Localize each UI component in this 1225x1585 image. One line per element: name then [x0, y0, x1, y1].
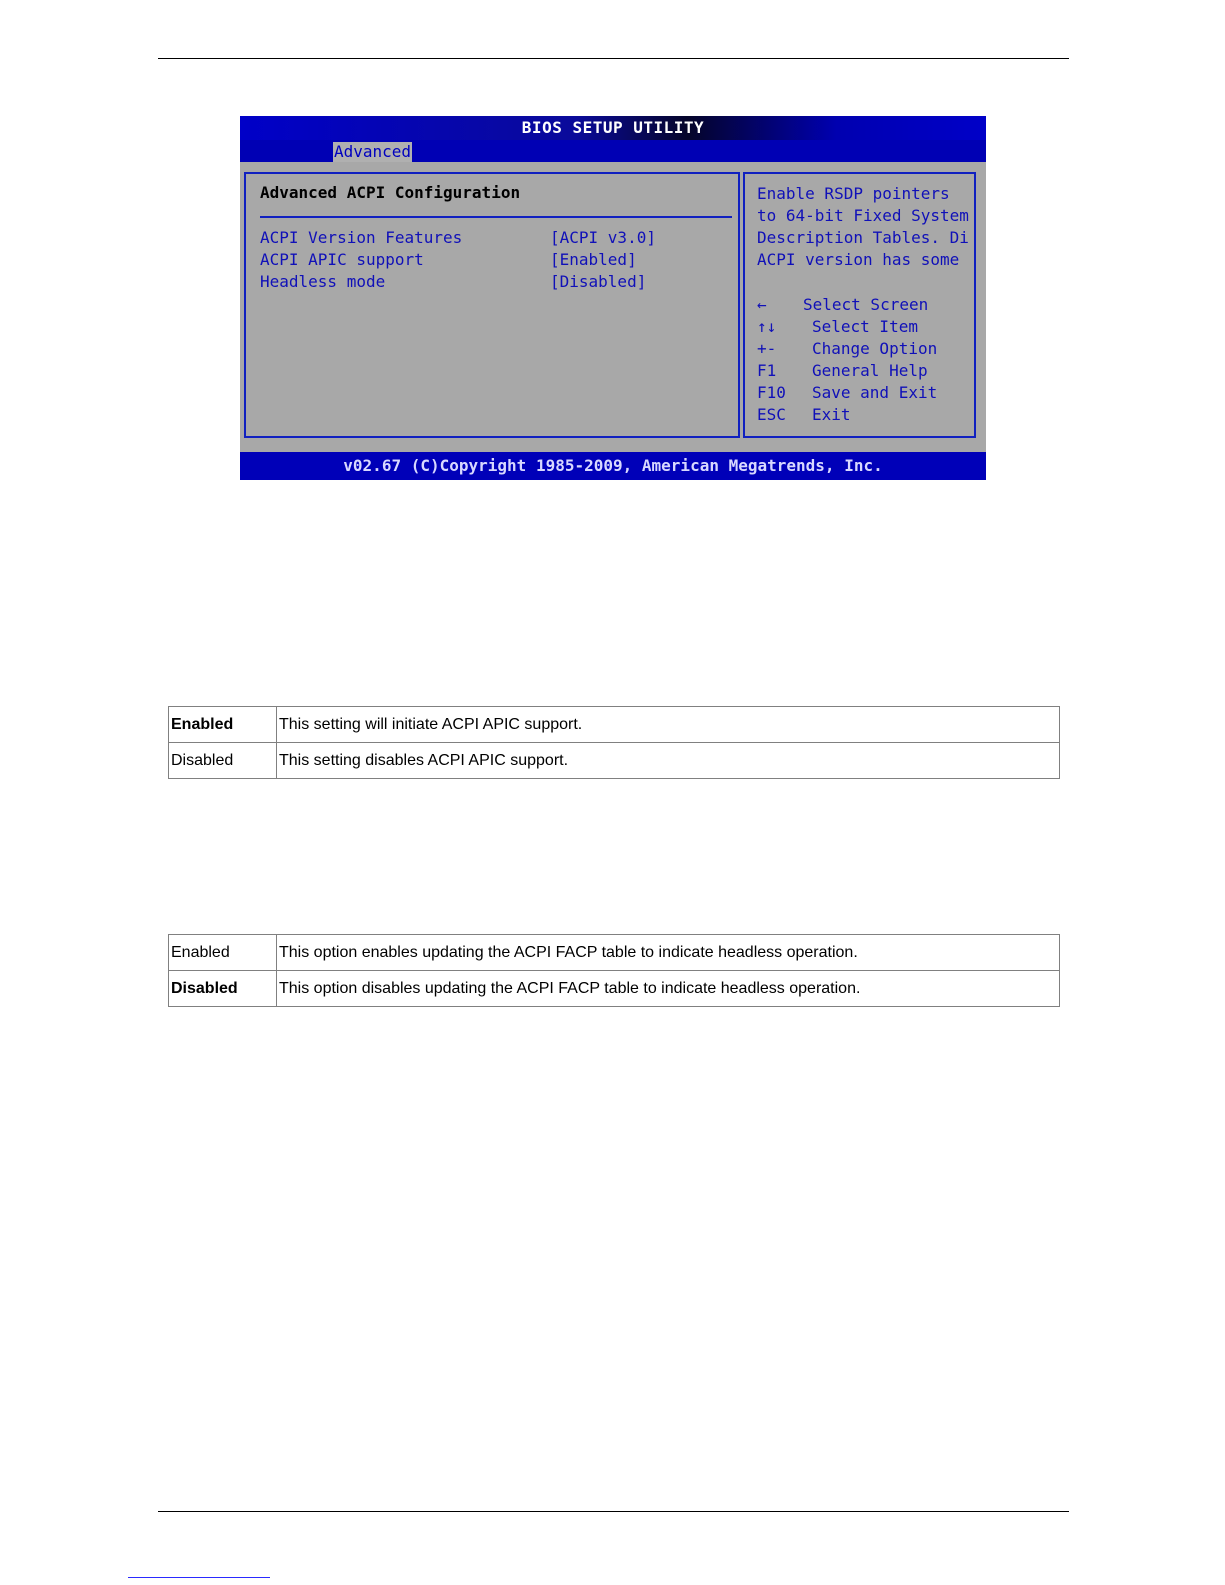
key-legend-row — [757, 317, 972, 339]
key-legend-row — [757, 339, 972, 361]
key-description: Select Item — [812, 317, 918, 336]
key-name: F1 — [757, 361, 777, 380]
tab-advanced[interactable]: Advanced — [334, 142, 412, 161]
help-line: ACPI version has some — [757, 250, 960, 269]
option-name: Disabled — [169, 743, 277, 779]
key-name: +- — [757, 339, 777, 358]
left-arrow-icon: ← — [757, 295, 767, 314]
setting-acpi-apic-support[interactable] — [260, 250, 730, 272]
key-legend-row — [757, 361, 972, 383]
option-description: This setting will initiate ACPI APIC support. — [277, 707, 1060, 743]
up-down-arrows-icon: ↑↓ — [757, 317, 777, 336]
option-description: This setting disables ACPI APIC support. — [277, 743, 1060, 779]
setting-value[interactable]: [Disabled] — [550, 272, 647, 291]
setting-headless-mode[interactable] — [260, 272, 730, 294]
key-legend-row — [757, 405, 972, 427]
table-row — [169, 971, 1060, 1007]
setting-label: ACPI Version Features — [260, 228, 463, 247]
bios-screenshot — [240, 116, 986, 480]
setting-label: Headless mode — [260, 272, 386, 291]
key-description: Save and Exit — [812, 383, 938, 402]
help-line: Enable RSDP pointers — [757, 184, 950, 203]
option-description: This option disables updating the ACPI FACP table to indicate headless operation. — [277, 971, 1060, 1007]
key-description: Select Screen — [803, 295, 929, 314]
bios-copyright-footer: v02.67 (C)Copyright 1985-2009, American Megatrends, Inc. — [240, 452, 986, 480]
bios-heading-divider — [260, 216, 732, 218]
table-row — [169, 743, 1060, 779]
key-name: F10 — [757, 383, 786, 402]
page-footer-rule — [158, 1511, 1069, 1512]
help-line: to 64-bit Fixed System — [757, 206, 969, 225]
bios-body — [240, 162, 986, 452]
option-name: Enabled — [169, 707, 277, 743]
key-name: ESC — [757, 405, 786, 424]
setting-value[interactable]: [Enabled] — [550, 250, 637, 269]
key-legend — [757, 295, 972, 427]
bios-section-heading: Advanced ACPI Configuration — [260, 183, 521, 202]
footer-link-underline[interactable] — [128, 1577, 270, 1578]
bios-settings-panel — [244, 172, 740, 438]
key-description: General Help — [812, 361, 928, 380]
headless-mode-options-table — [168, 934, 1060, 1007]
help-line: Description Tables. Di — [757, 228, 969, 247]
setting-label: ACPI APIC support — [260, 250, 424, 269]
option-description: This option enables updating the ACPI FACP table to indicate headless operation. — [277, 935, 1060, 971]
bios-tab-bar — [240, 140, 986, 162]
setting-value[interactable]: [ACPI v3.0] — [550, 228, 656, 247]
key-legend-row — [757, 295, 972, 317]
key-description: Change Option — [812, 339, 938, 358]
option-name: Enabled — [169, 935, 277, 971]
table-row — [169, 935, 1060, 971]
key-legend-row — [757, 383, 972, 405]
bios-help-panel — [743, 172, 976, 438]
table-row — [169, 707, 1060, 743]
page-header-rule — [158, 58, 1069, 59]
acpi-apic-options-table — [168, 706, 1060, 779]
setting-acpi-version-features[interactable] — [260, 228, 730, 250]
option-name: Disabled — [169, 971, 277, 1007]
bios-title: BIOS SETUP UTILITY — [240, 116, 986, 140]
key-description: Exit — [812, 405, 851, 424]
help-text — [757, 183, 972, 271]
